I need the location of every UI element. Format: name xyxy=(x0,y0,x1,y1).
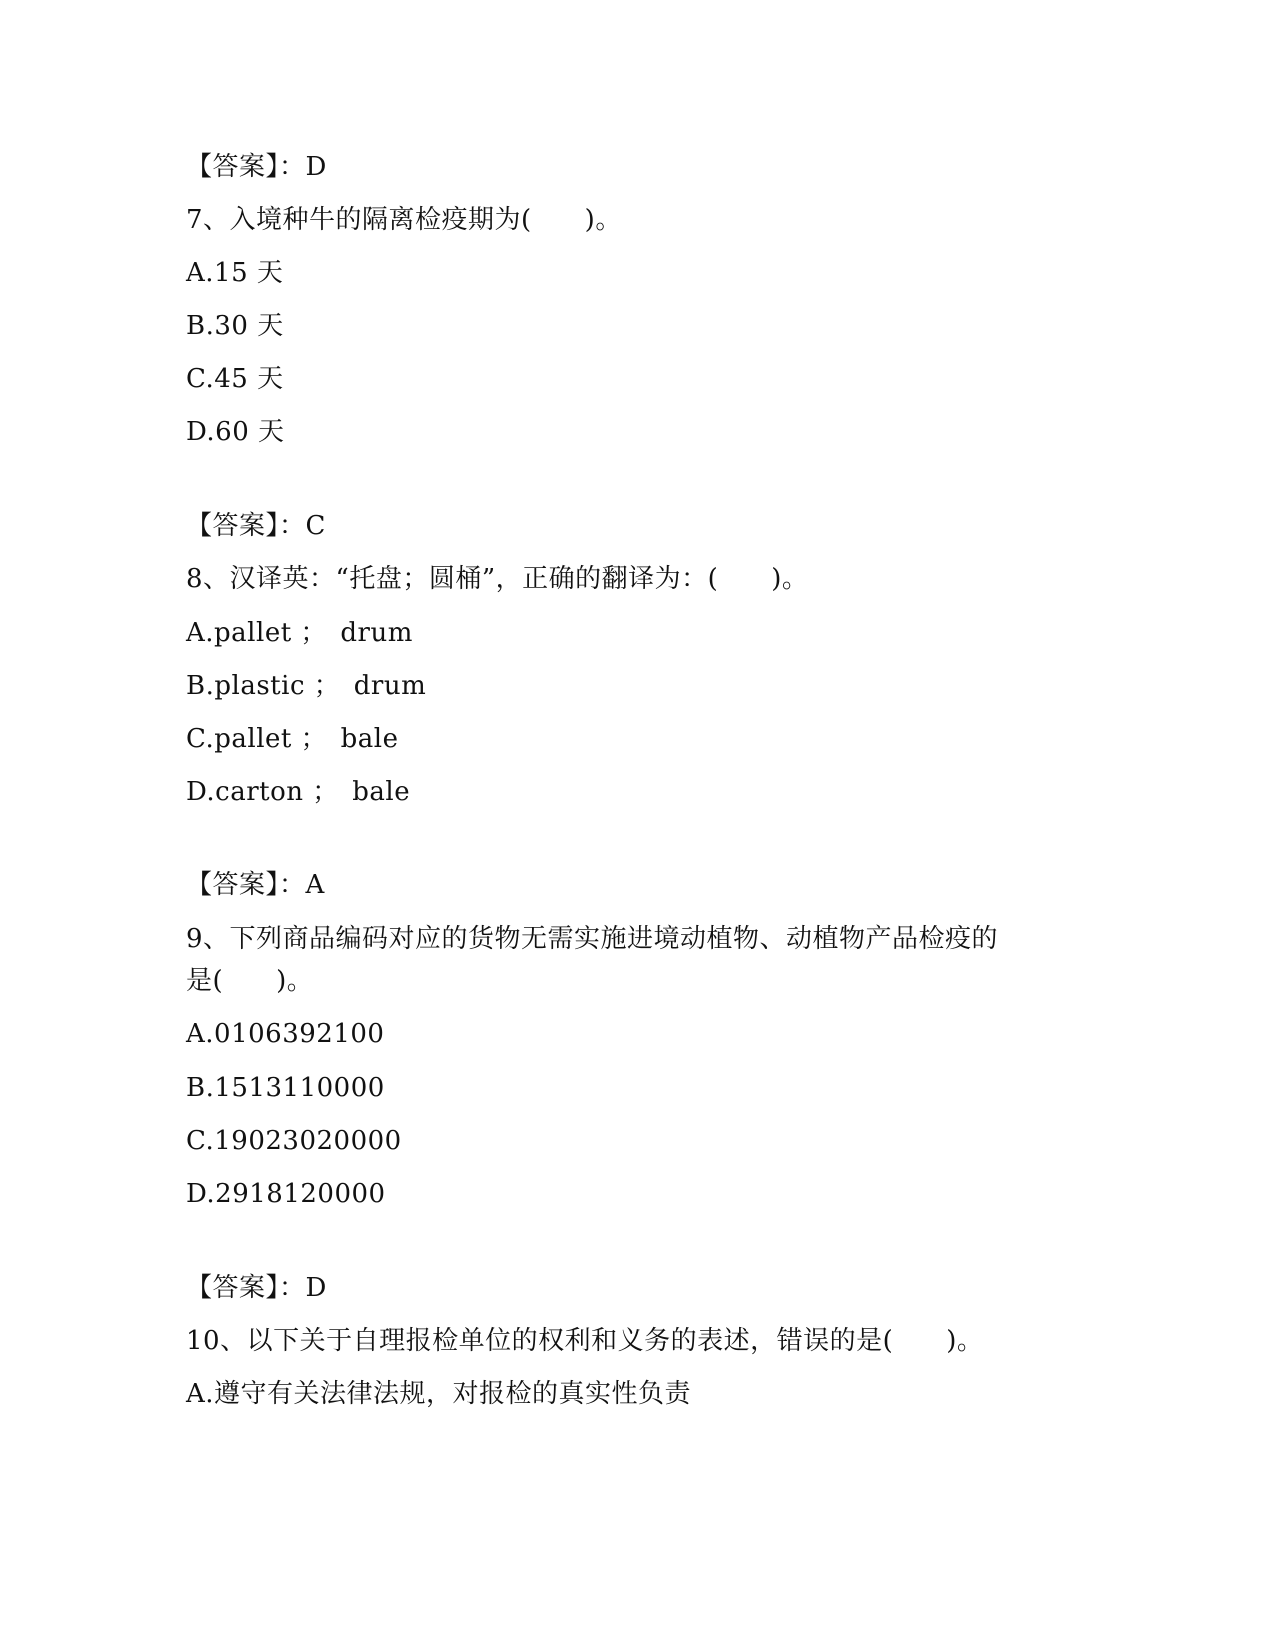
question-7-option-a: A.15 天 xyxy=(186,258,284,288)
question-10-option-a: A.遵守有关法律法规，对报检的真实性负责 xyxy=(186,1379,692,1409)
question-8-option-a: A.pallet ； drum xyxy=(186,618,413,648)
answer-line-q6: 【答案】：D xyxy=(186,152,327,182)
question-10-text: 10、以下关于自理报检单位的权利和义务的表述，错误的是( )。 xyxy=(186,1326,984,1356)
question-8-option-b: B.plastic ； drum xyxy=(186,671,427,701)
question-7-option-d: D.60 天 xyxy=(186,417,285,447)
question-7-option-c: C.45 天 xyxy=(186,364,284,394)
question-8-option-d: D.carton ； bale xyxy=(186,777,411,807)
question-7-option-b: B.30 天 xyxy=(186,311,284,341)
question-9-option-b: B.1513110000 xyxy=(186,1073,385,1103)
question-9-option-d: D.2918120000 xyxy=(186,1179,386,1209)
question-9-option-c: C.19023020000 xyxy=(186,1126,402,1156)
question-9-text-line-2: 是( )。 xyxy=(186,966,314,996)
question-8-text: 8、汉译英：“托盘；圆桶”，正确的翻译为：( )。 xyxy=(186,564,809,594)
question-9-option-a: A.0106392100 xyxy=(186,1019,385,1049)
question-9-text-line-1: 9、下列商品编码对应的货物无需实施进境动植物、动植物产品检疫的 xyxy=(186,924,999,954)
question-7-text: 7、入境种牛的隔离检疫期为( )。 xyxy=(186,205,622,235)
question-8-option-c: C.pallet ； bale xyxy=(186,724,399,754)
answer-line-q7: 【答案】：C xyxy=(186,511,326,541)
answer-line-q9: 【答案】：D xyxy=(186,1273,327,1303)
answer-line-q8: 【答案】：A xyxy=(186,870,325,900)
